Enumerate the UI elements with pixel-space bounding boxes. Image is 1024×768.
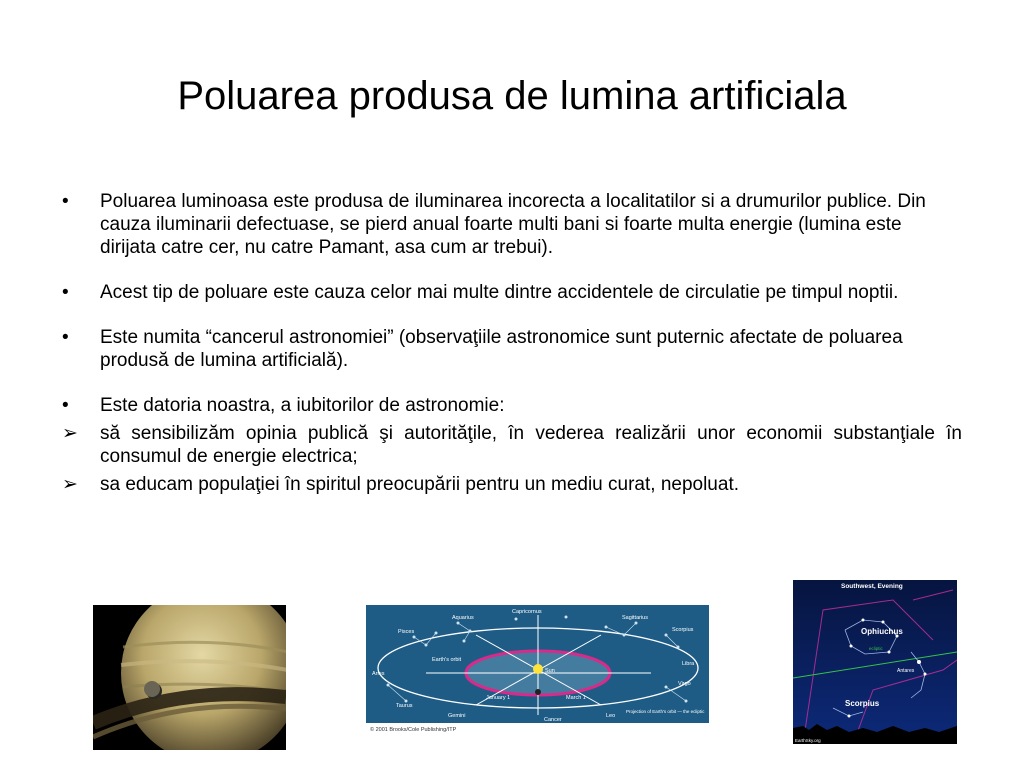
- bullet-dot-icon: •: [62, 395, 69, 416]
- scorpius-label: Scorpius: [672, 627, 694, 633]
- slide-title: Poluarea produsa de lumina artificiala: [177, 74, 847, 118]
- capricornus-label: Capricornus: [512, 609, 542, 615]
- ecliptic-label: ecliptic: [869, 646, 883, 651]
- zodiac-copyright: © 2001 Brooks/Cole Publishing/ITP: [370, 727, 457, 733]
- virgo-label: Virgo: [678, 681, 691, 687]
- bullet-list: [60, 190, 962, 496]
- arrow-bullet-icon: ➢: [62, 423, 78, 444]
- bullet-text: Acest tip de poluare este cauza celor mai multe dintre accidentele de circulatie pe timpul noptii.: [100, 282, 899, 303]
- sun-label: Sun: [545, 668, 555, 674]
- night-sky-chart-icon: [793, 580, 957, 744]
- cancer-label: Cancer: [544, 717, 562, 723]
- saturn-image: [93, 605, 286, 750]
- january-label: January 1: [486, 695, 511, 701]
- libra-label: Libra: [682, 661, 695, 667]
- gemini-label: Gemini: [448, 713, 466, 719]
- sky-image: [793, 580, 957, 744]
- sub-bullet-item: [60, 422, 962, 468]
- bullet-text: Este numita “cancerul astronomiei” (observaţiile astronomice sunt puternic afectate de poluarea produsă de lumina artificială).: [100, 327, 903, 371]
- bullet-text: să sensibilizăm opinia publică şi autorităţile, în vederea realizării unor economii substanţiale în consumul de energie electrica;: [100, 423, 962, 467]
- sub-bullet-item: [60, 473, 962, 496]
- sky-heading: Southwest, Evening: [841, 583, 903, 590]
- earths-orbit-label: Earth's orbit: [432, 657, 462, 663]
- ophiuchus-label: Ophiuchus: [861, 627, 903, 636]
- aquarius-label: Aquarius: [452, 615, 474, 621]
- bullet-item: [60, 281, 962, 304]
- sagittarius-label: Sagittarius: [622, 615, 648, 621]
- taurus-label: Taurus: [396, 703, 413, 709]
- zodiac-diagram-icon: [366, 605, 709, 733]
- bullet-text: sa educam populaţiei în spiritul preocupării pentru un mediu curat, nepoluat.: [100, 474, 739, 495]
- bullet-item: [60, 326, 962, 372]
- bullet-dot-icon: •: [62, 327, 69, 348]
- aries-label: Aries: [372, 671, 385, 677]
- saturn-photo-icon: [93, 605, 286, 750]
- march-label: March 1: [566, 695, 586, 701]
- bullet-item: [60, 394, 962, 417]
- leo-label: Leo: [606, 713, 616, 719]
- bullet-text: Poluarea luminoasa este produsa de iluminarea incorecta a localitatilor si a drumurilor publice. Din cauza iluminarii defectuase, se pierd anual foarte multi bani si foarte multa energie (lumina este dirijata catre cer, nu catre Pamant, asa cum ar trebui).: [100, 191, 926, 258]
- bullet-dot-icon: •: [62, 191, 69, 212]
- bullet-dot-icon: •: [62, 282, 69, 303]
- bullet-item: [60, 190, 962, 259]
- arrow-bullet-icon: ➢: [62, 474, 78, 495]
- bullet-text: Este datoria noastra, a iubitorilor de astronomie:: [100, 395, 505, 416]
- sky-credit: EarthSky.org: [795, 738, 821, 743]
- scorpius-sky-label: Scorpius: [845, 699, 880, 708]
- projection-label: Projection of Earth's orbit — the ecliptic: [626, 709, 705, 714]
- antares-label: Antares: [897, 668, 915, 674]
- pisces-label: Pisces: [398, 629, 415, 635]
- zodiac-image: [366, 605, 709, 733]
